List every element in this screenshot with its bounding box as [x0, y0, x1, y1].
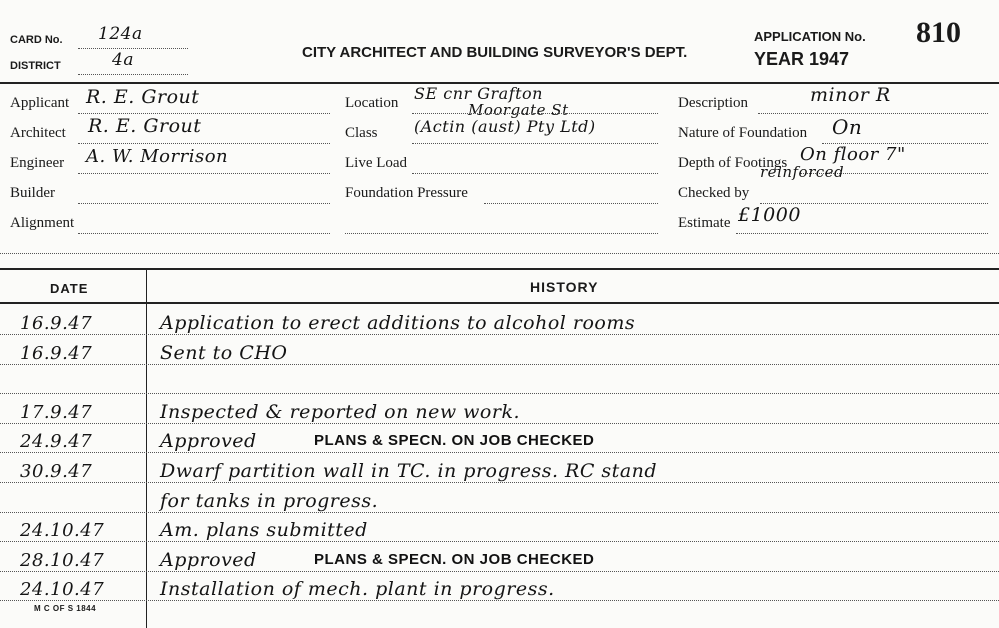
checked-by-label: Checked by	[678, 185, 750, 201]
builder-label: Builder	[10, 185, 55, 201]
department-title: CITY ARCHITECT AND BUILDING SURVEYOR'S DEPT.	[302, 44, 688, 61]
history-row-rule	[0, 423, 999, 424]
history-row-rule	[0, 334, 999, 335]
date-column-divider	[146, 268, 147, 628]
class-label: Class	[345, 125, 378, 141]
location-value-line1: SE cnr Grafton	[414, 84, 543, 103]
architect-value: R. E. Grout	[88, 115, 202, 137]
depth-of-footings-label: Depth of Footings	[678, 155, 788, 171]
description-value: minor R	[810, 84, 891, 106]
alignment-label: Alignment	[10, 215, 75, 231]
history-stamp: PLANS & SPECN. ON JOB CHECKED	[314, 432, 595, 450]
history-text: Application to erect additions to alcohol rooms	[160, 312, 636, 334]
date-column-header: DATE	[50, 281, 89, 296]
year-label: YEAR 1947	[754, 49, 850, 69]
history-text: Inspected & reported on new work.	[160, 400, 521, 423]
description-label: Description	[678, 95, 748, 111]
form-code: M C OF S 1844	[34, 604, 97, 613]
foundation-pressure-rule	[484, 203, 658, 204]
district-label: DISTRICT	[10, 60, 61, 72]
district-rule	[78, 74, 188, 75]
history-row-rule	[0, 393, 999, 394]
history-row-rule	[0, 482, 999, 483]
history-text: Approved	[160, 548, 257, 571]
estimate-rule	[736, 233, 988, 234]
description-rule	[758, 113, 988, 114]
estimate-label: Estimate	[678, 215, 731, 231]
history-text: Sent to CHO	[160, 341, 288, 364]
application-no-value: 810	[916, 16, 961, 49]
engineer-label: Engineer	[10, 155, 65, 171]
history-row-rule	[0, 512, 999, 513]
district-value: 4a	[112, 50, 134, 70]
engineer-rule	[78, 173, 330, 174]
card-no-value: 124a	[98, 24, 143, 44]
alignment-rule	[78, 233, 330, 234]
fields-bottom-rule	[0, 253, 999, 254]
history-stamp: PLANS & SPECN. ON JOB CHECKED	[314, 550, 595, 568]
history-date: 28.10.47	[20, 549, 105, 571]
class-rule	[412, 143, 658, 144]
middle-blank-rule	[345, 233, 658, 234]
location-rule	[412, 113, 658, 114]
history-date: 30.9.47	[20, 461, 93, 482]
history-column-header: HISTORY	[530, 279, 599, 295]
history-row-rule	[0, 600, 999, 601]
architect-label: Architect	[10, 125, 66, 141]
history-date: 17.9.47	[20, 401, 93, 423]
history-text: Am. plans submitted	[160, 519, 368, 542]
applicant-label: Applicant	[10, 95, 70, 111]
history-text: Installation of mech. plant in progress.	[160, 578, 555, 601]
history-row-rule	[0, 452, 999, 453]
history-header-divider	[0, 302, 999, 304]
history-date: 24.10.47	[20, 579, 105, 601]
card-no-rule	[78, 48, 188, 49]
depth-of-footings-value: On floor 7"	[800, 144, 906, 165]
history-date: 16.9.47	[20, 342, 93, 364]
history-date: 24.10.47	[20, 520, 105, 542]
builder-rule	[78, 203, 330, 204]
location-label: Location	[345, 95, 399, 111]
live-load-rule	[412, 173, 658, 174]
estimate-value: £1000	[738, 204, 801, 226]
application-no-label: APPLICATION No.	[754, 29, 866, 44]
class-value: (Actin (aust) Pty Ltd)	[414, 117, 596, 136]
checked-by-value: reinforced	[760, 163, 845, 181]
history-row-rule	[0, 571, 999, 572]
history-row-rule	[0, 364, 999, 365]
history-top-border	[0, 268, 999, 270]
architect-rule	[78, 143, 330, 144]
card-no-label: CARD No.	[10, 34, 63, 46]
history-text: Approved	[160, 430, 257, 453]
engineer-value: A. W. Morrison	[86, 146, 229, 167]
history-text: for tanks in progress.	[160, 489, 379, 512]
applicant-value: R. E. Grout	[86, 86, 200, 108]
history-date: 24.9.47	[20, 431, 93, 453]
foundation-pressure-label: Foundation Pressure	[345, 185, 468, 201]
nature-of-foundation-value: On	[832, 115, 863, 139]
location-value-line2: Moorgate St	[468, 101, 569, 119]
history-row-rule	[0, 541, 999, 542]
history-date: 16.9.47	[20, 313, 93, 334]
nature-of-foundation-label: Nature of Foundation	[678, 125, 808, 141]
history-text: Dwarf partition wall in TC. in progress. RC stand	[160, 460, 658, 482]
live-load-label: Live Load	[345, 155, 408, 171]
applicant-rule	[78, 113, 330, 114]
